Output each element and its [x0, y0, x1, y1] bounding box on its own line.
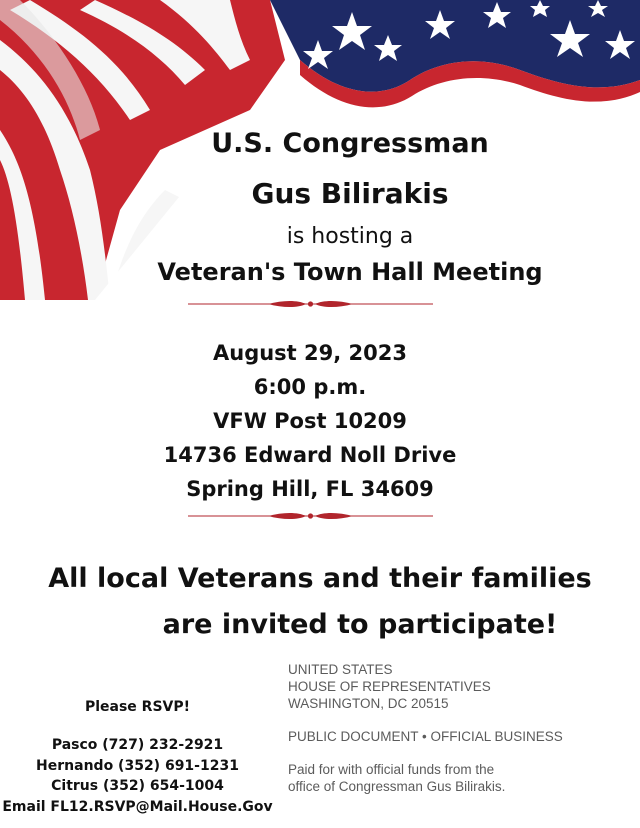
- event-city: Spring Hill, FL 34609: [186, 477, 434, 501]
- official-business-notice: PUBLIC DOCUMENT • OFFICIAL BUSINESS: [288, 729, 563, 744]
- event-time: 6:00 p.m.: [253, 375, 367, 399]
- contact-email: Email FL12.RSVP@Mail.House.Gov: [2, 798, 273, 815]
- event-venue: VFW Post 10209: [213, 409, 407, 433]
- congressman-title: U.S. Congressman: [211, 128, 489, 159]
- rsvp-heading: Please RSVP!: [84, 699, 191, 715]
- disclaimer-line: Paid for with official funds from the: [288, 762, 495, 777]
- ornament-divider-top: [188, 299, 433, 309]
- invitation-line-2: are invited to participate!: [162, 609, 558, 640]
- ornament-divider-bottom: [188, 511, 433, 521]
- rsvp-contacts: [0, 735, 275, 817]
- invitation-line-1: All local Veterans and their families: [48, 563, 592, 594]
- event-date: August 29, 2023: [213, 341, 407, 365]
- contact-pasco: Pasco (727) 232-2921: [51, 737, 224, 753]
- event-title: Veteran's Town Hall Meeting: [157, 258, 543, 286]
- house-address: [288, 661, 563, 712]
- event-street: 14736 Edward Noll Drive: [163, 443, 457, 467]
- house-address-line: HOUSE OF REPRESENTATIVES: [288, 679, 491, 694]
- disclaimer-line: office of Congressman Gus Bilirakis.: [288, 779, 506, 794]
- house-address-line: UNITED STATES: [288, 662, 393, 677]
- house-official-block: [288, 661, 563, 795]
- contact-citrus: Citrus (352) 654-1004: [51, 778, 224, 794]
- house-address-line: WASHINGTON, DC 20515: [288, 696, 449, 711]
- congressman-name: Gus Bilirakis: [251, 177, 449, 210]
- invitation-text: [0, 556, 640, 648]
- contact-hernando: Hernando (352) 691-1231: [36, 757, 239, 774]
- paid-for-disclaimer: [288, 761, 563, 795]
- hosting-text: is hosting a: [286, 224, 414, 249]
- event-details: [0, 336, 620, 506]
